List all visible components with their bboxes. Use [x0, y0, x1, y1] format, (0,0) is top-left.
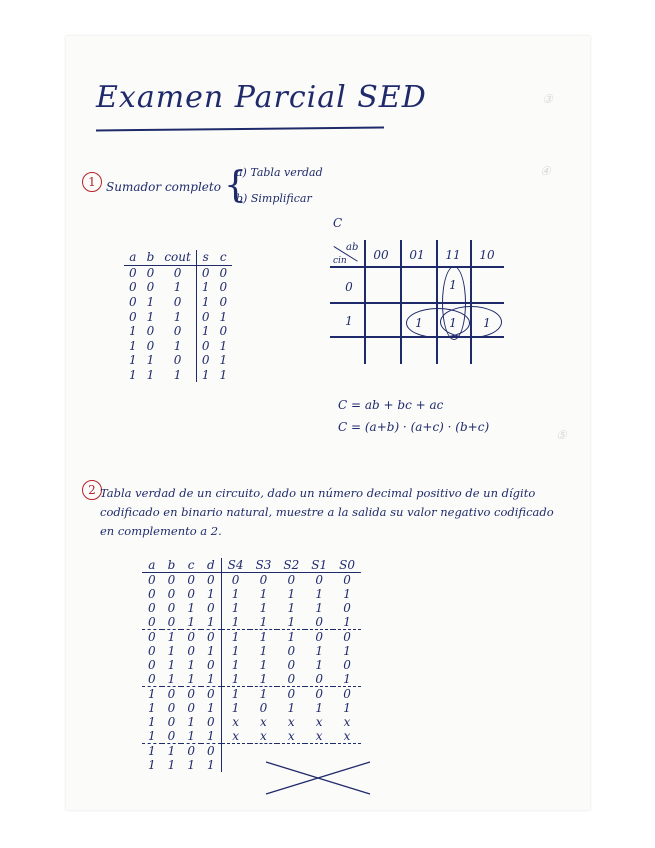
problem-1-number: 1	[82, 172, 102, 192]
table-cell: 0	[148, 672, 156, 686]
table-cell: 0	[173, 295, 182, 310]
table-cell: 1	[129, 324, 137, 339]
table-cell: 0	[148, 615, 156, 629]
table-cell: 0	[167, 615, 176, 629]
table-cell: 1	[162, 744, 182, 759]
table-cell: 0	[201, 687, 221, 702]
table-cell: 1	[221, 672, 249, 687]
table-row	[124, 309, 232, 324]
table-cell: 0	[142, 630, 162, 645]
table-cell: 0	[305, 630, 333, 645]
table-cell: x	[287, 729, 295, 743]
table-cell: 0	[287, 658, 296, 672]
column-header-s3: S3	[250, 558, 278, 573]
table-cell: 1	[343, 644, 351, 658]
kmap-row-0: 0	[345, 280, 353, 294]
table-cell: 1	[250, 687, 278, 702]
table-cell: 1	[315, 701, 323, 715]
brace-icon: {	[224, 165, 247, 206]
table-cell: 1	[142, 744, 162, 759]
table-cell: x	[343, 729, 351, 743]
equation-sop: C = ab + bc + ac	[338, 398, 444, 412]
kmap-row-1: 1	[345, 314, 353, 328]
table-cell: 1	[206, 615, 215, 629]
table-cell: 1	[129, 338, 137, 353]
column-header-s4: S4	[221, 558, 249, 573]
table-cell: 1	[167, 658, 176, 672]
table-cell: 0	[277, 687, 305, 702]
table-cell: 0	[148, 601, 156, 615]
table-cell: 0	[259, 573, 268, 587]
table-row	[142, 644, 361, 658]
table-row	[124, 353, 232, 368]
table-cell: 0	[162, 687, 182, 702]
column-header-s: s	[196, 250, 214, 265]
table-cell: 0	[187, 644, 195, 658]
table-cell: 1	[167, 758, 176, 772]
table-cell: 0	[221, 573, 249, 588]
column-header-b: b	[142, 250, 160, 265]
table-cell: 0	[333, 630, 361, 645]
kmap-one: 1	[483, 316, 491, 330]
table-row	[124, 265, 232, 280]
table-cell: 1	[221, 630, 249, 645]
table-cell: 1	[315, 644, 323, 658]
kmap-col-00: 00	[373, 248, 389, 262]
table-cell: 0	[173, 324, 182, 339]
table-row	[142, 672, 361, 687]
table-row	[142, 587, 361, 601]
table-cell: 1	[142, 687, 162, 702]
table-cell: 0	[181, 630, 201, 645]
table-cell: 1	[206, 587, 215, 601]
table-cell: 1	[219, 309, 228, 324]
table-cell: 0	[201, 630, 221, 645]
table-row	[142, 715, 361, 729]
table-cell: 0	[196, 339, 214, 354]
table-cell: 1	[187, 758, 195, 772]
table-cell: 1	[221, 701, 249, 715]
table-cell: 0	[148, 573, 156, 587]
table-cell: 0	[167, 587, 176, 601]
table-cell: 0	[187, 701, 195, 715]
problem-2-number: 2	[82, 480, 102, 500]
table-cell: 0	[201, 744, 221, 759]
table-cell: 1	[187, 658, 195, 672]
column-header-d: d	[201, 558, 221, 573]
table-cell: 0	[343, 573, 351, 587]
table-cell: 1	[187, 601, 195, 615]
table-cell: x	[343, 715, 351, 729]
table-cell: 1	[221, 687, 249, 702]
kmap-one: 1	[449, 278, 457, 292]
table-cell: 1	[148, 729, 156, 743]
table-row	[124, 280, 232, 295]
table-row	[124, 295, 232, 310]
table-cell: 0	[219, 324, 228, 339]
table-cell: 0	[129, 265, 137, 280]
table-cell: 0	[187, 573, 195, 587]
table-row	[124, 368, 232, 383]
table-cell: 0	[343, 601, 351, 615]
table-row	[124, 324, 232, 339]
table-row	[142, 630, 361, 645]
table-cell: 1	[196, 324, 214, 339]
table-cell: 1	[196, 280, 214, 295]
table-cell: 1	[287, 601, 296, 615]
table-cell: 1	[146, 368, 155, 383]
table-cell: 1	[259, 587, 268, 601]
table-cell: 0	[146, 324, 155, 339]
table-cell: 0	[315, 672, 323, 686]
table-cell: 1	[315, 658, 323, 672]
table-cell: 0	[287, 573, 296, 587]
table-cell: 0	[181, 744, 201, 759]
table-cell: 0	[206, 715, 215, 729]
table-cell: 0	[148, 587, 156, 601]
table-cell: 1	[187, 715, 195, 729]
table-cell: 0	[196, 265, 214, 280]
table-cell: 0	[219, 265, 228, 280]
table-cell: 0	[146, 280, 155, 295]
table-cell: x	[221, 715, 249, 729]
table-row	[142, 658, 361, 672]
kmap-col-01: 01	[409, 248, 425, 262]
table-cell: 0	[206, 573, 215, 587]
table-cell: 1	[146, 309, 155, 324]
table-cell: 1	[343, 615, 351, 629]
table-header-row	[142, 558, 361, 573]
table-row	[142, 601, 361, 615]
table-cell: 1	[287, 615, 296, 629]
table-cell: 0	[148, 644, 156, 658]
table-cell: x	[221, 729, 249, 744]
table-cell: 1	[173, 338, 182, 353]
problem-2-text: Tabla verdad de un circuito, dado un número decimal positivo de un dígito codificado en binario natural, muestre a la salida su valor negativo codificado en complemento a 2.	[100, 486, 554, 538]
kmap-label: C	[333, 216, 343, 230]
table-cell: 0	[146, 338, 155, 353]
table-cell: 0	[167, 715, 176, 729]
table-cell: 1	[221, 615, 249, 630]
column-header-b: b	[162, 558, 182, 573]
table-cell: 1	[219, 353, 228, 368]
table-cell: 1	[206, 644, 215, 658]
column-header-s2: S2	[277, 558, 305, 573]
table-cell: 0	[206, 658, 215, 672]
problem-1-option-b: b) Simplificar	[236, 192, 312, 205]
table-header-row	[124, 250, 232, 265]
table-cell: x	[260, 729, 267, 743]
kmap-grid-line	[330, 302, 504, 304]
table-cell: 0	[187, 587, 195, 601]
table-cell: 1	[259, 672, 268, 686]
table-cell: x	[315, 715, 323, 729]
table-cell: x	[260, 715, 267, 729]
table-cell: 1	[277, 630, 305, 645]
table-cell: 1	[259, 644, 268, 658]
table-row	[124, 339, 232, 354]
kmap-corner-ab: ab	[346, 242, 359, 253]
table-cell: 1	[173, 309, 182, 324]
table-row	[142, 701, 361, 715]
column-header-a: a	[142, 558, 162, 573]
bleed-through-mark: ④	[540, 164, 551, 178]
table-cell	[221, 744, 249, 759]
table-cell: 1	[148, 715, 156, 729]
table-cell: 1	[221, 601, 249, 615]
equation-pos: C = (a+b) · (a+c) · (b+c)	[338, 420, 490, 434]
table-cell: 1	[315, 587, 323, 601]
table-cell: x	[287, 715, 295, 729]
table-cell: 1	[221, 658, 249, 672]
table-cell: x	[315, 729, 323, 743]
kmap-one: 1	[449, 316, 457, 330]
table-cell: 1	[148, 701, 156, 715]
table-cell: 0	[146, 265, 155, 280]
table-cell: 1	[206, 758, 215, 772]
kmap-corner-cin: cin	[333, 256, 347, 266]
table-cell: 0	[343, 658, 351, 672]
table-cell: 0	[173, 265, 182, 280]
table-cell: 0	[305, 687, 333, 702]
table-cell: 0	[206, 601, 215, 615]
table-cell: 1	[148, 758, 156, 772]
table-cell: 0	[333, 687, 361, 702]
table-cell: 1	[173, 368, 182, 383]
table-cell: 1	[259, 601, 268, 615]
crossed-out-cells	[262, 756, 374, 800]
column-header-s0: S0	[333, 558, 361, 573]
table-cell: 1	[206, 701, 215, 715]
table-cell: 1	[259, 658, 268, 672]
table-cell: 0	[196, 353, 214, 368]
table-cell: 0	[196, 309, 214, 324]
full-adder-table-body	[124, 265, 232, 382]
table-cell: 0	[287, 672, 296, 686]
table-cell: 1	[187, 615, 195, 629]
table-cell: 1	[221, 644, 249, 658]
table-cell: 1	[206, 729, 215, 743]
kmap-col-11: 11	[445, 248, 461, 262]
table-cell: 1	[129, 353, 137, 368]
full-adder-truth-table	[124, 250, 232, 382]
table-cell: 1	[315, 601, 323, 615]
complement-table-body	[142, 573, 361, 773]
table-cell: 0	[219, 280, 228, 295]
column-header-c: c	[181, 558, 201, 573]
bleed-through-mark: ⑤	[556, 428, 567, 442]
table-cell: 0	[129, 280, 137, 295]
table-cell: 1	[219, 338, 228, 353]
table-cell: 1	[287, 587, 296, 601]
problem-1-option-a: a) Tabla verdad	[236, 166, 323, 179]
table-cell: 1	[287, 701, 296, 715]
column-header-cout: cout	[159, 250, 196, 265]
table-row	[142, 573, 361, 588]
table-cell: 0	[315, 615, 323, 629]
table-cell: 1	[146, 295, 155, 310]
table-cell: 0	[129, 295, 137, 310]
problem-1-text: Sumador completo	[106, 180, 221, 194]
table-cell: 0	[181, 687, 201, 702]
table-cell: 1	[146, 353, 155, 368]
table-cell: 1	[206, 672, 215, 686]
table-cell: 1	[250, 630, 278, 645]
kmap-col-10: 10	[479, 248, 495, 262]
table-cell: 1	[129, 368, 137, 383]
table-cell: 0	[173, 353, 182, 368]
table-cell: 1	[167, 672, 176, 686]
table-cell: 0	[287, 644, 296, 658]
table-row	[142, 687, 361, 702]
table-cell: 0	[167, 701, 176, 715]
kmap-one: 1	[415, 316, 423, 330]
table-cell: 0	[129, 309, 137, 324]
table-cell	[221, 758, 249, 772]
table-cell: 1	[221, 587, 249, 601]
table-cell: 0	[167, 573, 176, 587]
table-cell: 1	[187, 729, 195, 743]
table-row	[142, 615, 361, 630]
table-cell: 1	[162, 630, 182, 645]
column-header-a: a	[124, 250, 142, 265]
table-cell: 1	[173, 280, 182, 295]
table-cell: 1	[167, 644, 176, 658]
column-header-s1: S1	[305, 558, 333, 573]
table-cell: 0	[259, 701, 268, 715]
table-cell: 0	[315, 573, 323, 587]
table-cell: 1	[187, 672, 195, 686]
bleed-through-mark: ③	[542, 92, 553, 106]
table-cell: 1	[343, 701, 351, 715]
table-cell: 1	[259, 615, 268, 629]
kmap-group-oval	[440, 306, 502, 338]
page-title: Examen Parcial SED	[96, 80, 427, 115]
complement-truth-table	[142, 558, 361, 772]
table-cell: 1	[343, 672, 351, 686]
table-cell: 1	[196, 368, 214, 383]
column-header-c: c	[214, 250, 232, 265]
table-cell: 0	[167, 729, 176, 743]
table-cell: 1	[343, 587, 351, 601]
table-cell: 1	[219, 368, 228, 383]
table-cell: 0	[148, 658, 156, 672]
table-cell: 0	[219, 295, 228, 310]
table-cell: 1	[196, 295, 214, 310]
table-cell: 0	[167, 601, 176, 615]
kmap-grid-line	[330, 266, 504, 268]
table-row	[142, 729, 361, 744]
